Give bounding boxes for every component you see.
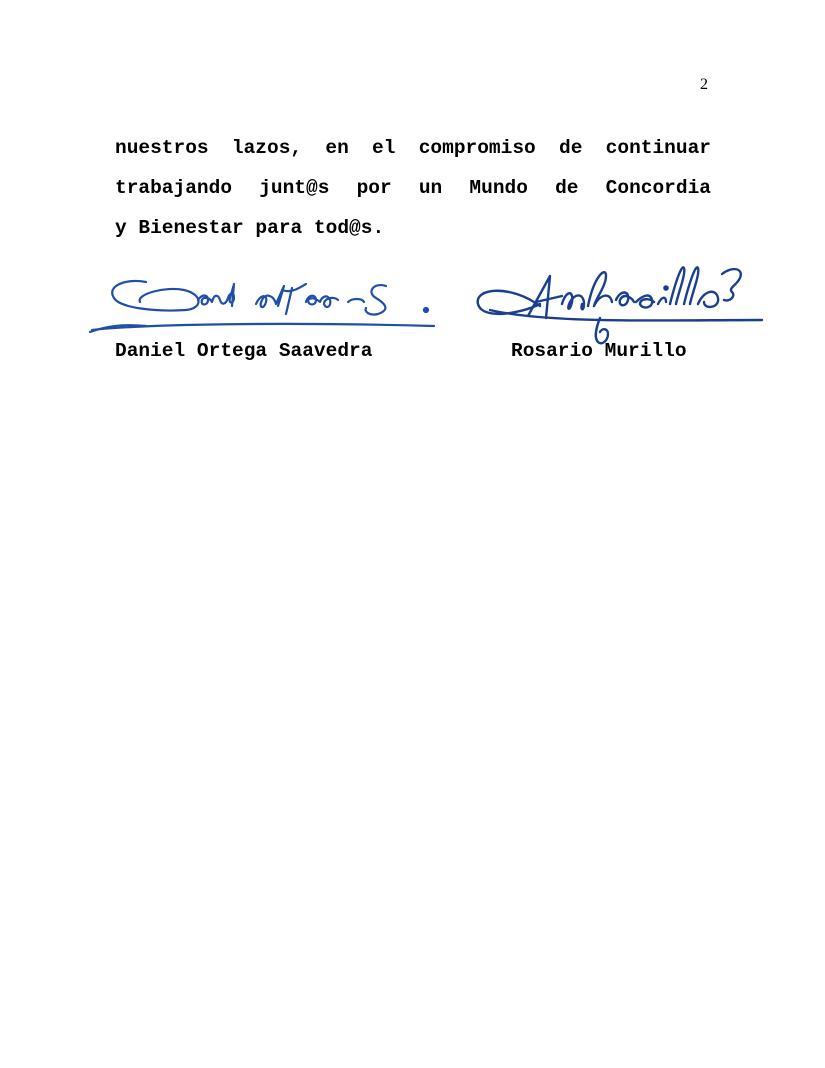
signature-daniel-ortega [86, 268, 446, 348]
page-number: 2 [700, 76, 708, 93]
signer-name-daniel-ortega: Daniel Ortega Saavedra [115, 340, 373, 362]
letter-body [115, 128, 711, 248]
body-line: nuestros lazos, en el compromiso de continuar [115, 137, 711, 159]
body-line: trabajando junt@s por un Mundo de Concordia [115, 177, 711, 199]
signer-name-rosario-murillo: Rosario Murillo [511, 340, 687, 362]
body-line: y Bienestar para tod@s. [115, 217, 385, 239]
